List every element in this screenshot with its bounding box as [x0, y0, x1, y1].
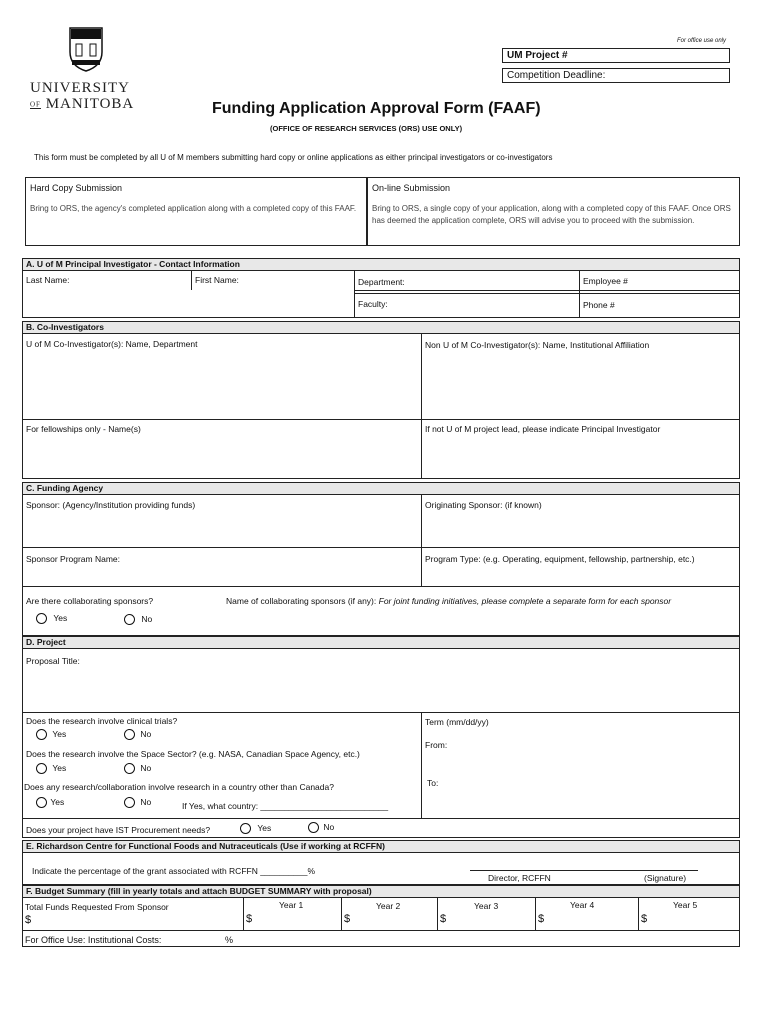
form-subtitle: (OFFICE OF RESEARCH SERVICES (ORS) USE ONLY) [270, 124, 463, 133]
clinical-no-option[interactable] [124, 729, 151, 740]
not-lead-field[interactable]: If not U of M project lead, please indicate Principal Investigator [425, 424, 661, 434]
director-label: Director, RCFFN [488, 873, 551, 883]
fellowships-field[interactable]: For fellowships only - Name(s) [26, 424, 141, 434]
ist-no-radio[interactable] [308, 822, 319, 833]
country-yes-option[interactable] [36, 797, 64, 808]
year2-label: Year 2 [376, 901, 401, 911]
ist-yes-radio[interactable] [240, 823, 251, 834]
year4-label: Year 4 [570, 900, 595, 910]
online-box [367, 177, 740, 246]
ist-no-label: No [323, 822, 335, 832]
ist-no-option[interactable] [308, 822, 334, 833]
form-intro: This form must be completed by all U of M members submitting hard copy or online applications as either principal investigators or co-investigators [34, 153, 553, 162]
year3-dollar-field[interactable]: $ [440, 913, 447, 925]
originating-sponsor-field[interactable]: Originating Sponsor: (if known) [425, 500, 542, 510]
country-no-option[interactable] [124, 797, 151, 808]
country-no-radio[interactable] [124, 797, 135, 808]
hard-copy-text: Bring to ORS, the agency's completed application along with a completed copy of this FAAF. [30, 204, 357, 213]
year1-dollar-field[interactable]: $ [246, 913, 253, 925]
institutional-costs-percent[interactable]: % [225, 935, 234, 945]
um-project-label: UM Project # [507, 50, 568, 61]
space-yes-label: Yes [52, 763, 67, 773]
online-title: On-line Submission [372, 183, 451, 193]
collab-no-radio[interactable] [124, 614, 135, 625]
form-title: Funding Application Approval Form (FAAF) [212, 100, 541, 117]
signature-line [470, 870, 698, 871]
hard-copy-box [25, 177, 367, 246]
other-country-question: Does any research/collaboration involve research in a country other than Canada? [24, 782, 334, 792]
institutional-costs-label: For Office Use: Institutional Costs: [25, 935, 162, 945]
ist-procurement-question: Does your project have IST Procurement needs? [26, 825, 211, 835]
clinical-no-label: No [140, 729, 152, 739]
uofm-coinvestigators-field[interactable]: U of M Co-Investigator(s): Name, Department [26, 339, 198, 349]
space-no-option[interactable] [124, 763, 151, 774]
collab-yes-option[interactable] [36, 613, 67, 624]
last-name-field[interactable]: Last Name: [26, 275, 70, 285]
ist-yes-label: Yes [257, 823, 272, 833]
clinical-no-radio[interactable] [124, 729, 135, 740]
employee-field[interactable]: Employee # [583, 276, 628, 286]
collaborating-sponsors-names[interactable] [226, 596, 671, 606]
term-label: Term (mm/dd/yy) [425, 717, 489, 727]
clinical-trials-question: Does the research involve clinical trials? [26, 716, 178, 726]
collab-no-label: No [141, 614, 153, 624]
space-yes-option[interactable] [36, 763, 66, 774]
total-dollar-field[interactable]: $ [25, 914, 32, 926]
space-no-radio[interactable] [124, 763, 135, 774]
collab-yes-label: Yes [53, 613, 68, 623]
clinical-yes-radio[interactable] [36, 729, 47, 740]
year3-label: Year 3 [474, 901, 499, 911]
first-name-field[interactable]: First Name: [195, 275, 239, 285]
faculty-field[interactable]: Faculty: [358, 299, 388, 309]
university-line1: UNIVERSITY [30, 80, 130, 96]
signature-label: (Signature) [644, 873, 687, 883]
um-project-field[interactable] [502, 48, 730, 63]
section-e-header: E. Richardson Centre for Functional Foods and Nutraceuticals (Use if working at RCFFN) [22, 840, 740, 853]
term-from-field[interactable]: From: [425, 740, 448, 750]
year5-label: Year 5 [673, 900, 698, 910]
sponsor-field[interactable]: Sponsor: (Agency/Institution providing funds) [26, 500, 196, 510]
university-name [30, 80, 134, 113]
section-b-body [22, 333, 740, 479]
department-field[interactable]: Department: [358, 277, 405, 287]
clinical-yes-option[interactable] [36, 729, 66, 740]
competition-deadline-label: Competition Deadline: [507, 70, 606, 81]
office-use-note: For office use only [676, 38, 726, 44]
space-sector-question: Does the research involve the Space Sector? (e.g. NASA, Canadian Space Agency, etc.) [26, 749, 360, 759]
section-d-header: D. Project [22, 636, 740, 649]
year1-label: Year 1 [279, 900, 304, 910]
section-c-header: C. Funding Agency [22, 482, 740, 495]
term-to-field[interactable]: To: [427, 778, 439, 788]
collaborating-sponsors-question: Are there collaborating sponsors? [26, 596, 154, 606]
country-field[interactable]: If Yes, what country: ___________________________ [182, 801, 389, 811]
rcffn-percentage-field[interactable]: Indicate the percentage of the grant associated with RCFFN __________% [32, 866, 316, 876]
university-of: OF [30, 100, 41, 109]
online-text: Bring to ORS, a single copy of your application, along with a completed copy of this FAAF. Once ORS has deemed the application complete, ORS will advise you to proceed with the submission. [372, 204, 731, 225]
country-no-label: No [140, 797, 152, 807]
section-a-header: A. U of M Principal Investigator - Contact Information [22, 258, 740, 271]
competition-deadline-field[interactable] [502, 68, 730, 83]
clinical-yes-label: Yes [52, 729, 67, 739]
space-no-label: No [140, 763, 152, 773]
collaborating-sponsors-label: Name of collaborating sponsors (if any): [226, 596, 377, 606]
hard-copy-title: Hard Copy Submission [30, 183, 123, 193]
country-yes-label: Yes [50, 797, 65, 807]
program-type-field[interactable]: Program Type: (e.g. Operating, equipment, fellowship, partnership, etc.) [425, 554, 695, 564]
year4-dollar-field[interactable]: $ [538, 913, 545, 925]
proposal-title-field[interactable]: Proposal Title: [26, 656, 80, 666]
university-crest [68, 26, 104, 72]
space-yes-radio[interactable] [36, 763, 47, 774]
section-f-header: F. Budget Summary (fill in yearly totals and attach BUDGET SUMMARY with proposal) [22, 885, 740, 898]
sponsor-program-name-field[interactable]: Sponsor Program Name: [26, 554, 121, 564]
collaborating-sponsors-note: For joint funding initiatives, please complete a separate form for each sponsor [378, 596, 672, 606]
phone-field[interactable]: Phone # [583, 300, 615, 310]
section-b-header: B. Co-Investigators [22, 321, 740, 334]
year2-dollar-field[interactable]: $ [344, 913, 351, 925]
country-yes-radio[interactable] [36, 797, 47, 808]
ist-yes-option[interactable] [240, 823, 271, 834]
year5-dollar-field[interactable]: $ [641, 913, 648, 925]
total-requested-label: Total Funds Requested From Sponsor [25, 902, 169, 912]
university-line2: MANITOBA [45, 96, 135, 112]
collab-yes-radio[interactable] [36, 613, 47, 624]
non-uofm-coinvestigators-field[interactable]: Non U of M Co-Investigator(s): Name, Institutional Affiliation [425, 340, 650, 350]
collab-no-option[interactable] [124, 614, 152, 625]
